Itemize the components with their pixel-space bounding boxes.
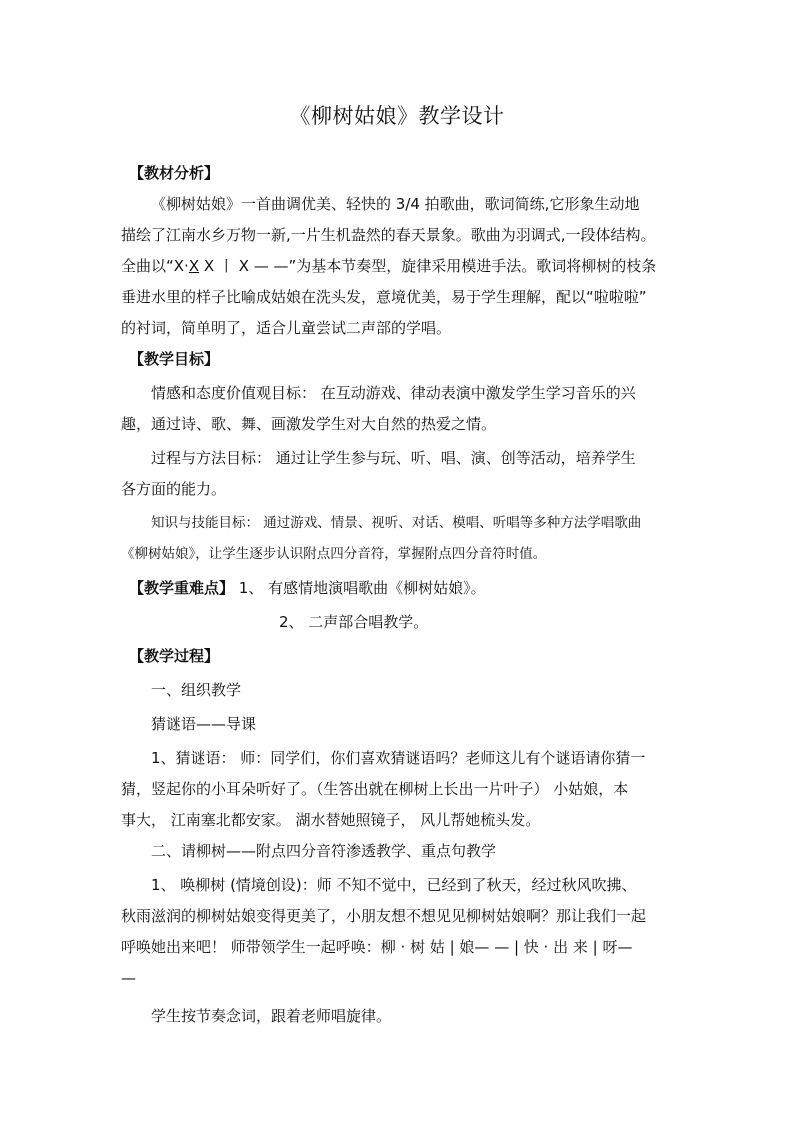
section-heading-goals: 【教学目标】	[129, 350, 220, 368]
paragraph-line: 各方面的能力。	[121, 480, 227, 498]
paragraph-line: 猜，竖起你的小耳朵听好了。（生答出就在柳树上长出一片叶子） 小姑娘，本	[121, 780, 629, 798]
underlined-note: X	[188, 257, 200, 275]
paragraph-line: —	[121, 969, 136, 987]
key-point-item: 1、 有感情地演唱歌曲《柳树姑娘》。	[234, 579, 486, 597]
paragraph-line: 过程与方法目标： 通过让学生参与玩、听、唱、演、创等活动，培养学生	[151, 449, 636, 467]
paragraph-line: 一、组织教学	[151, 681, 242, 699]
paragraph-line: 秋雨滋润的柳树姑娘变得更美了，小朋友想不想见见柳树姑娘啊？那让我们一起	[121, 907, 647, 925]
text-span: 全曲以“X·	[121, 257, 189, 275]
key-point-item: 2、 二声部合唱教学。	[279, 613, 429, 631]
paragraph-line-rhythm	[121, 251, 681, 282]
paragraph-line: 垂进水里的样子比喻成姑娘在洗头发，意境优美，易于学生理解，配以“啦啦啦”	[121, 288, 647, 306]
paragraph-line: 的衬词，简单明了，适合儿童尝试二声部的学唱。	[121, 319, 452, 337]
paragraph-line: 知识与技能目标： 通过游戏、情景、视听、对话、模唱、听唱等多种方法学唱歌曲	[151, 515, 642, 531]
paragraph-line: 《柳树姑娘》一首曲调优美、轻快的 3/4 拍歌曲，歌词简练,它形象生动地	[151, 195, 640, 213]
paragraph-line: 学生按节奏念词，跟着老师唱旋律。	[151, 1007, 392, 1025]
paragraph-line: 趣，通过诗、歌、舞、画激发学生对大自然的热爱之情。	[121, 415, 497, 433]
paragraph-line: 二、请柳树——附点四分音符渗透教学、重点句教学	[151, 842, 497, 860]
section-heading-key-points: 【教学重难点】	[129, 579, 235, 597]
document-title: 《柳树姑娘》教学设计	[289, 104, 505, 128]
section-heading-process: 【教学过程】	[129, 647, 220, 665]
paragraph-line: 《柳树姑娘》，让学生逐步认识附点四分音符，掌握附点四分音符时值。	[121, 546, 547, 562]
key-points-line	[121, 573, 681, 604]
text-span: X 丨 X — —”为基本节奏型，旋律采用模进手法。歌词将柳树的枝条	[199, 257, 657, 275]
paragraph-line: 1、 唤柳树 (情境创设)：师 不知不觉中，已经到了秋天，经过秋风吹拂、	[151, 876, 637, 894]
paragraph-line: 事大， 江南塞北都安家。 湖水替她照镜子， 风儿帮她梳头发。	[121, 811, 541, 829]
section-heading-analysis: 【教材分析】	[129, 164, 220, 182]
paragraph-line: 情感和态度价值观目标： 在互动游戏、律动表演中激发学生学习音乐的兴	[151, 384, 636, 402]
paragraph-line: 猜谜语——导课	[151, 715, 257, 733]
paragraph-line: 1、猜谜语： 师：同学们，你们喜欢猜谜语吗？老师这儿有个谜语请你猜一	[151, 749, 646, 767]
paragraph-line: 呼唤她出来吧！ 师带领学生一起呼唤：柳 · 树 姑 | 娘— — | 快 · 出 来 | 呀—	[121, 938, 633, 956]
document-body	[121, 158, 681, 1032]
paragraph-line: 描绘了江南水乡万物一新,一片生机盎然的春天景象。歌曲为羽调式,一段体结构。	[121, 226, 656, 244]
